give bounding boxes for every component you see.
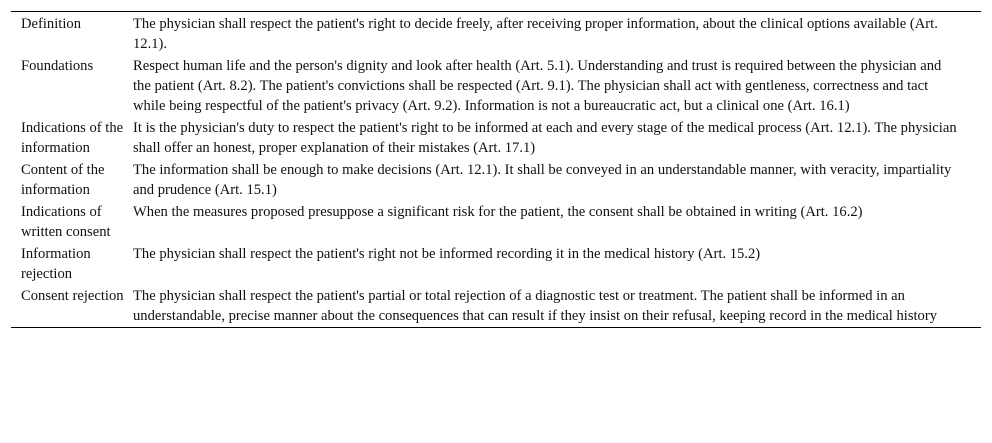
table-row — [11, 12, 981, 54]
table-row — [11, 242, 981, 284]
row-description: The physician shall respect the patient's right to decide freely, after receiving proper information, about the clinical options available (Art. 12.1). — [133, 16, 938, 52]
row-term: Definition — [21, 16, 81, 32]
row-term: Foundations — [21, 58, 94, 74]
row-term: Indications of written consent — [21, 204, 111, 240]
consent-table-container — [11, 11, 981, 328]
row-description: The physician shall respect the patient's right not be informed recording it in the medical history (Art. 15.2) — [133, 246, 761, 262]
row-term: Content of the information — [21, 162, 105, 198]
row-term: Consent rejection — [21, 288, 124, 304]
table-row — [11, 116, 981, 158]
table-row — [11, 200, 981, 242]
table-row — [11, 54, 981, 116]
consent-table — [11, 12, 981, 327]
row-description: The information shall be enough to make decisions (Art. 12.1). It shall be conveyed in an understandable manner, with veracity, impartiality and prudence (Art. 15.1) — [133, 162, 952, 198]
row-description: The physician shall respect the patient's partial or total rejection of a diagnostic test or treatment. The patient shall be informed in an understandable, precise manner about the consequences that can result if they insist on their refusal, keeping record in the medical history — [133, 288, 938, 324]
row-description: When the measures proposed presuppose a significant risk for the patient, the consent shall be obtained in writing (Art. 16.2) — [133, 204, 863, 220]
table-row — [11, 284, 981, 327]
table-row — [11, 158, 981, 200]
row-term: Information rejection — [21, 246, 91, 282]
row-description: It is the physician's duty to respect the patient's right to be informed at each and every stage of the medical process (Art. 12.1). The physician shall offer an honest, proper explanation of their mistakes (Art. 17.1) — [133, 120, 957, 156]
row-description: Respect human life and the person's dignity and look after health (Art. 5.1). Understanding and trust is required between the physician and the patient (Art. 8.2). The patient's convictions shall be respected (Art. 9.1). The physician shall act with gentleness, correctness and tact while being respectful of the patient's privacy (Art. 9.2). Information is not a bureaucratic act, but a clinical one (Art. 16.1) — [133, 58, 942, 114]
row-term: Indications of the information — [21, 120, 124, 156]
